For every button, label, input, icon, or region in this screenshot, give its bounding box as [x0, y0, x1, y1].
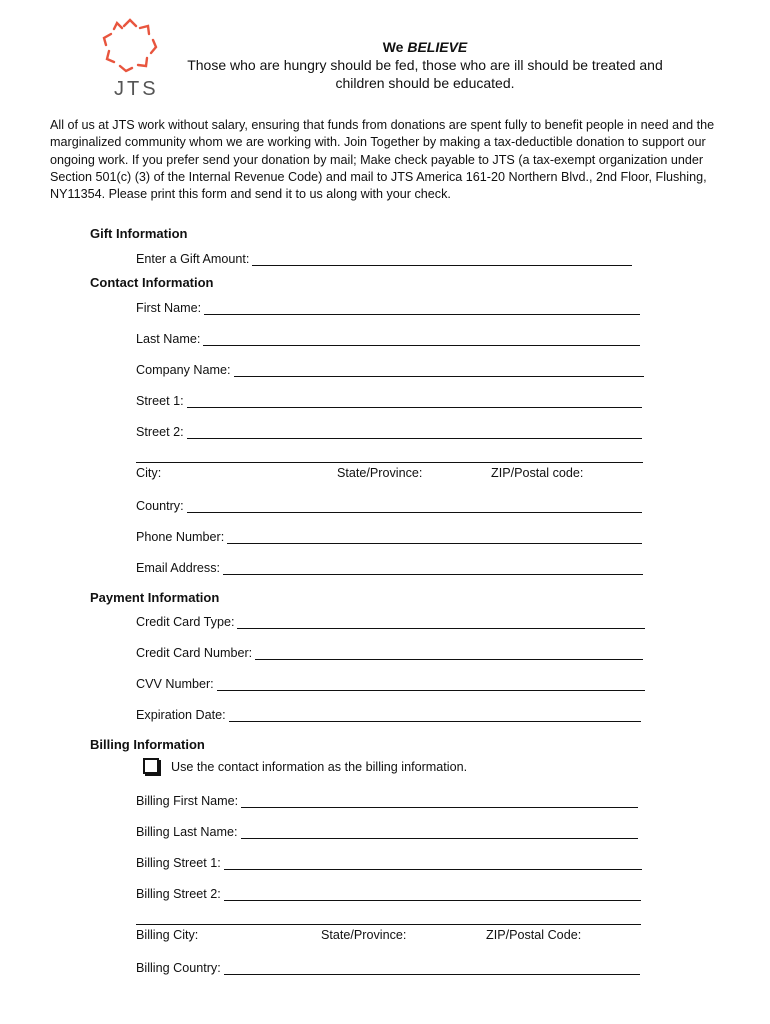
first-name-label: First Name: — [136, 301, 202, 315]
billing-street2-label: Billing Street 2: — [136, 887, 221, 901]
same-as-contact-checkbox[interactable] — [143, 758, 159, 774]
expiration-label: Expiration Date: — [136, 708, 226, 722]
contact-section-title: Contact Information — [90, 275, 214, 290]
billing-street2-field[interactable] — [136, 883, 641, 901]
sunburst-icon — [100, 18, 160, 74]
email-field[interactable] — [136, 557, 643, 575]
billing-street2-input[interactable] — [224, 888, 641, 901]
country-input[interactable] — [187, 500, 642, 513]
billing-first-name-field[interactable] — [136, 790, 638, 808]
street1-field[interactable] — [136, 390, 642, 408]
cvv-input[interactable] — [217, 678, 645, 691]
phone-input[interactable] — [227, 531, 642, 544]
street2-input[interactable] — [187, 426, 642, 439]
billing-country-label: Billing Country: — [136, 961, 221, 975]
logo-text: JTS — [114, 78, 159, 100]
cvv-field[interactable] — [136, 673, 645, 691]
billing-first-name-label: Billing First Name: — [136, 794, 239, 808]
billing-city-label: Billing City: — [136, 928, 199, 942]
company-name-label: Company Name: — [136, 363, 231, 377]
card-type-input[interactable] — [237, 616, 645, 629]
zip-label: ZIP/Postal code: — [491, 466, 584, 480]
billing-last-name-field[interactable] — [136, 821, 638, 839]
cvv-label: CVV Number: — [136, 677, 214, 691]
billing-country-input[interactable] — [224, 962, 640, 975]
last-name-field[interactable] — [136, 328, 640, 346]
billing-street1-input[interactable] — [224, 857, 642, 870]
header — [180, 38, 670, 92]
email-input[interactable] — [223, 562, 643, 575]
billing-last-name-label: Billing Last Name: — [136, 825, 238, 839]
page-title: We BELIEVE — [382, 39, 468, 55]
first-name-input[interactable] — [204, 302, 640, 315]
street1-label: Street 1: — [136, 394, 184, 408]
state-label: State/Province: — [337, 466, 423, 480]
billing-street1-label: Billing Street 1: — [136, 856, 221, 870]
expiration-input[interactable] — [229, 709, 641, 722]
card-number-input[interactable] — [255, 647, 643, 660]
country-label: Country: — [136, 499, 184, 513]
billing-zip-label: ZIP/Postal Code: — [486, 928, 582, 942]
gift-section-title: Gift Information — [90, 226, 188, 241]
first-name-field[interactable] — [136, 297, 640, 315]
street1-input[interactable] — [187, 395, 642, 408]
billing-state-label: State/Province: — [321, 928, 407, 942]
same-as-contact-label: Use the contact information as the billing information. — [171, 760, 468, 774]
phone-label: Phone Number: — [136, 530, 225, 544]
jts-logo — [100, 18, 160, 104]
gift-amount-input[interactable] — [252, 253, 632, 266]
billing-street1-field[interactable] — [136, 852, 642, 870]
city-state-zip-input[interactable] — [136, 462, 643, 463]
card-number-label: Credit Card Number: — [136, 646, 253, 660]
city-label: City: — [136, 466, 162, 480]
payment-section-title: Payment Information — [90, 590, 220, 605]
country-field[interactable] — [136, 495, 642, 513]
street2-field[interactable] — [136, 421, 642, 439]
billing-last-name-input[interactable] — [241, 826, 638, 839]
intro-paragraph: All of us at JTS work without salary, ensuring that funds from donations are spent fully to benefit people in need and the marginalized community whom we are working with. Join Together by making a tax-deductible donation to support our ongoing work. If you prefer send your donation by mail; Make check payable to JTS (a tax-exempt organization under Section 501(c) (3) of the Internal Revenue Code) and mail to JTS America 161-20 Northern Blvd., 2nd Floor, Flushing, NY11354. Please print this form and send it to us along with your check. — [50, 118, 715, 202]
page-subtitle: Those who are hungry should be fed, those who are ill should be treated and children should be educated. — [187, 57, 663, 91]
company-name-field[interactable] — [136, 359, 644, 377]
billing-section-title: Billing Information — [90, 737, 205, 752]
phone-field[interactable] — [136, 526, 642, 544]
last-name-input[interactable] — [203, 333, 640, 346]
email-label: Email Address: — [136, 561, 220, 575]
gift-amount-label: Enter a Gift Amount: — [136, 252, 250, 266]
last-name-label: Last Name: — [136, 332, 201, 346]
gift-amount-field[interactable] — [136, 248, 632, 266]
expiration-field[interactable] — [136, 704, 641, 722]
billing-first-name-input[interactable] — [241, 795, 638, 808]
billing-country-field[interactable] — [136, 957, 640, 975]
billing-city-state-zip-input[interactable] — [136, 924, 641, 925]
street2-label: Street 2: — [136, 425, 184, 439]
company-name-input[interactable] — [234, 364, 644, 377]
card-number-field[interactable] — [136, 642, 643, 660]
card-type-field[interactable] — [136, 611, 645, 629]
card-type-label: Credit Card Type: — [136, 615, 235, 629]
